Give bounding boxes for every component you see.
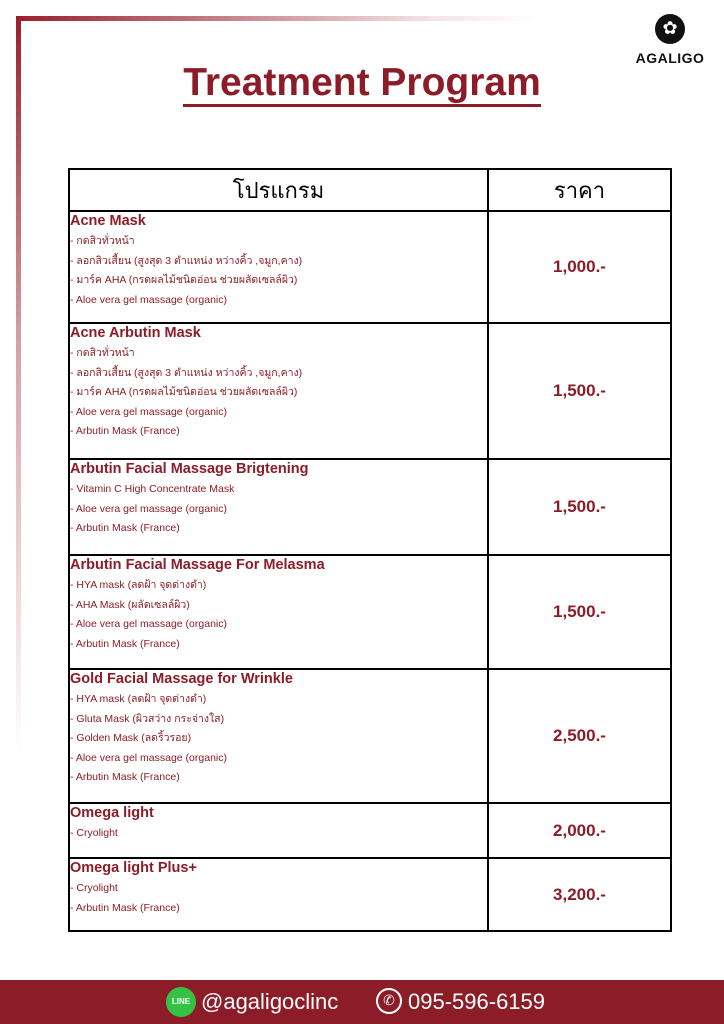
program-item: - มาร์ค AHA (กรดผลไม้ชนิดอ่อน ช่วยผลัดเซลล์ผิว) bbox=[70, 274, 298, 286]
program-item: - HYA mask (ลดฝ้า จุดด่างดำ) bbox=[70, 579, 207, 591]
program-item: - กดสิวทั่วหน้า bbox=[70, 347, 135, 359]
table-row bbox=[69, 323, 671, 459]
program-name: Omega light bbox=[70, 805, 154, 821]
program-item: - Aloe vera gel massage (organic) bbox=[70, 405, 227, 418]
treatment-table bbox=[68, 168, 672, 932]
program-item: - Arbutin Mask (France) bbox=[70, 901, 180, 914]
program-cell bbox=[69, 459, 488, 555]
program-item: - Aloe vera gel massage (organic) bbox=[70, 293, 227, 306]
page-title-wrap bbox=[0, 62, 724, 107]
program-cell bbox=[69, 669, 488, 803]
line-handle[interactable]: @agaligoclinc bbox=[201, 989, 339, 1014]
program-item: - ลอกสิวเสี้ยน (สูงสุด 3 ตำแหน่ง หว่างคิ้ว ,จมูก,คาง) bbox=[70, 254, 303, 267]
flower-icon: ✿ bbox=[655, 14, 685, 44]
program-name: Omega light Plus+ bbox=[70, 860, 197, 876]
program-cell bbox=[69, 323, 488, 459]
program-item: - AHA Mask (ผลัดเซลล์ผิว) bbox=[70, 598, 190, 611]
brand-logo bbox=[630, 14, 710, 66]
program-cell bbox=[69, 211, 488, 323]
program-item: - Aloe vera gel massage (organic) bbox=[70, 751, 227, 764]
program-item: - Aloe vera gel massage (organic) bbox=[70, 502, 227, 515]
program-column-header: โปรแกรม bbox=[69, 169, 488, 211]
table-row bbox=[69, 555, 671, 669]
program-name: Acne Arbutin Mask bbox=[70, 325, 201, 341]
program-item: - Cryolight bbox=[70, 827, 118, 839]
left-accent-bar bbox=[16, 16, 21, 756]
program-cell bbox=[69, 858, 488, 931]
table-row bbox=[69, 211, 671, 323]
program-item: - กดสิวทั่วหน้า bbox=[70, 235, 135, 247]
price-column-header: ราคา bbox=[488, 169, 671, 211]
program-item: - Aloe vera gel massage (organic) bbox=[70, 618, 227, 630]
program-item: - Cryolight bbox=[70, 882, 118, 894]
program-cell bbox=[69, 803, 488, 858]
program-name: Arbutin Facial Massage Brigtening bbox=[70, 461, 309, 477]
table-row bbox=[69, 858, 671, 931]
program-item: - Gluta Mask (ผิวสว่าง กระจ่างใส) bbox=[70, 712, 225, 725]
program-item: - Arbutin Mask (France) bbox=[70, 425, 180, 437]
phone-icon: ✆ bbox=[376, 988, 402, 1014]
program-item: - Arbutin Mask (France) bbox=[70, 637, 180, 650]
program-name: Gold Facial Massage for Wrinkle bbox=[70, 671, 293, 687]
table-row bbox=[69, 803, 671, 858]
program-item: - Arbutin Mask (France) bbox=[70, 771, 180, 783]
table-row bbox=[69, 459, 671, 555]
price-cell: 1,500.- bbox=[488, 459, 671, 555]
program-item: - Vitamin C High Concentrate Mask bbox=[70, 483, 235, 495]
program-item: - ลอกสิวเสี้ยน (สูงสุด 3 ตำแหน่ง หว่างคิ้ว ,จมูก,คาง) bbox=[70, 366, 303, 379]
table-header-row bbox=[69, 169, 671, 211]
price-cell: 3,200.- bbox=[488, 858, 671, 931]
price-cell: 2,000.- bbox=[488, 803, 671, 858]
table-row bbox=[69, 669, 671, 803]
brand-name: AGALIGO bbox=[635, 50, 705, 66]
footer-bar bbox=[0, 980, 724, 1024]
program-cell bbox=[69, 555, 488, 669]
price-cell: 2,500.- bbox=[488, 669, 671, 803]
line-app-icon[interactable]: LINE bbox=[166, 987, 196, 1017]
program-name: Arbutin Facial Massage For Melasma bbox=[70, 557, 325, 573]
price-cell: 1,500.- bbox=[488, 323, 671, 459]
table-body bbox=[69, 211, 671, 931]
price-cell: 1,500.- bbox=[488, 555, 671, 669]
program-item: - Golden Mask (ลดริ้วรอย) bbox=[70, 732, 192, 744]
program-item: - มาร์ค AHA (กรดผลไม้ชนิดอ่อน ช่วยผลัดเซลล์ผิว) bbox=[70, 386, 298, 398]
page-title: Treatment Program bbox=[183, 62, 541, 107]
phone-number[interactable]: 095-596-6159 bbox=[408, 989, 546, 1014]
program-item: - HYA mask (ลดฝ้า จุดด่างดำ) bbox=[70, 693, 207, 705]
program-name: Acne Mask bbox=[70, 213, 146, 229]
price-cell: 1,000.- bbox=[488, 211, 671, 323]
program-item: - Arbutin Mask (France) bbox=[70, 522, 180, 534]
top-accent-bar bbox=[16, 16, 536, 21]
